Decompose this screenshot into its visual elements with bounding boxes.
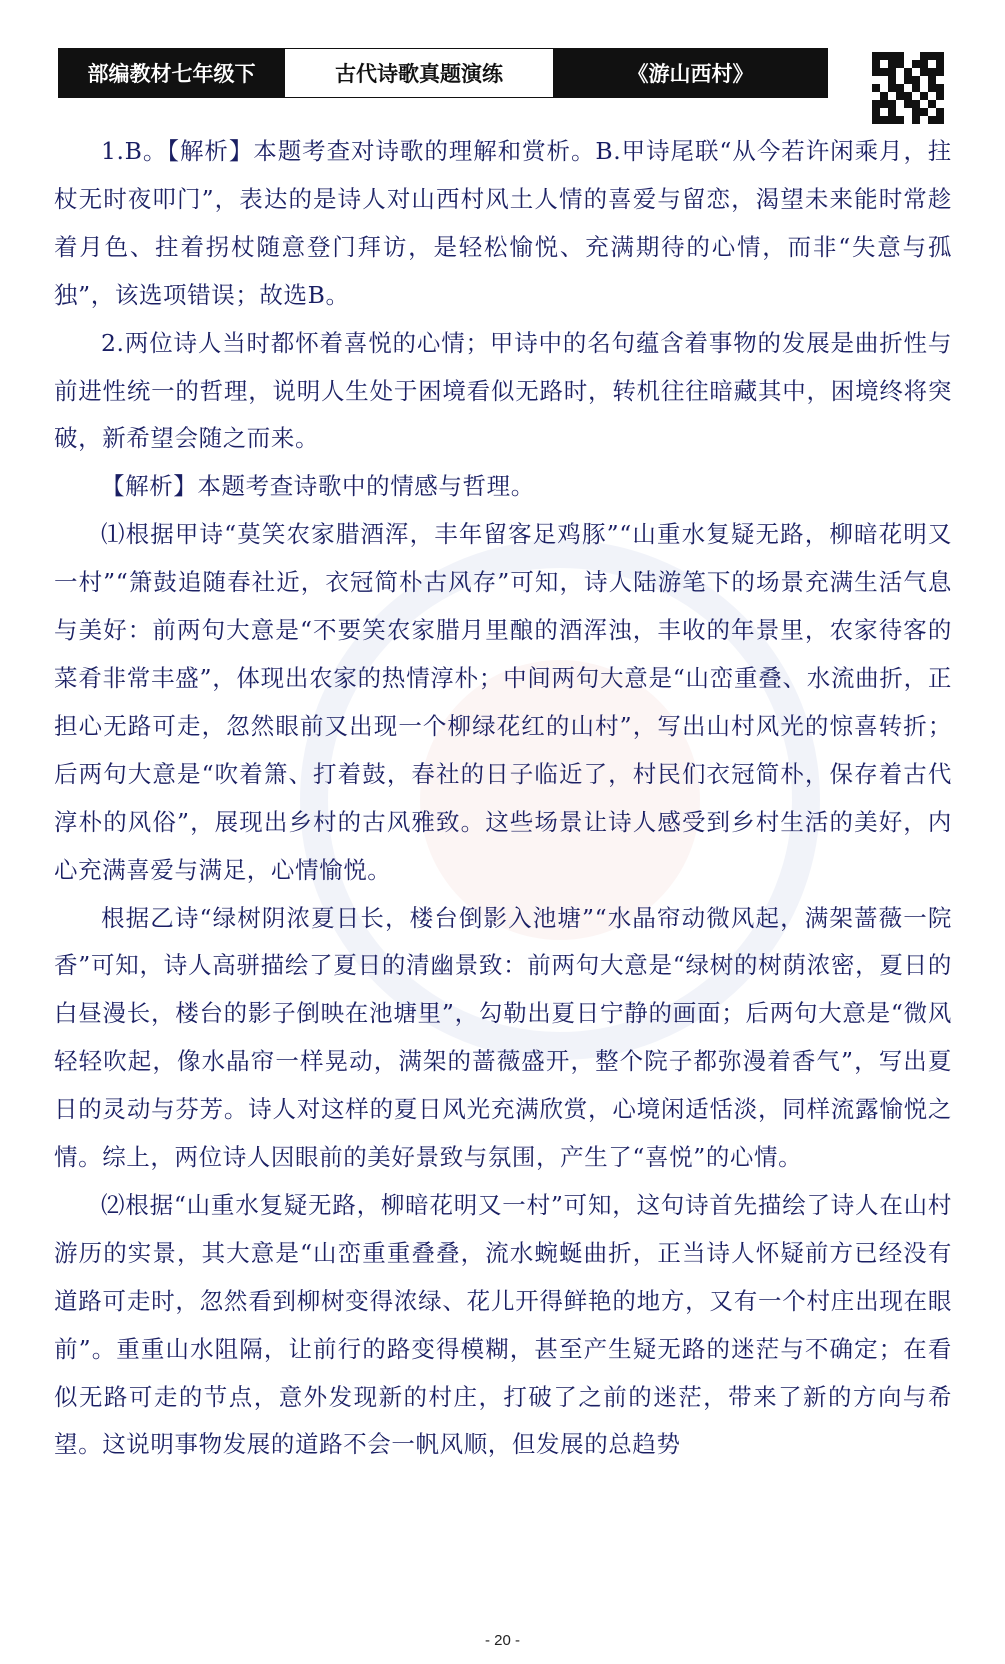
qr-code-icon: [872, 52, 944, 124]
header-poem: 《游山西村》: [554, 49, 827, 97]
header-bar: [58, 48, 828, 98]
header-section: 古代诗歌真题演练: [284, 49, 554, 97]
analysis-paragraph-2: 根据乙诗“绿树阴浓夏日长，楼台倒影入池塘”“水晶帘动微风起，满架蔷薇一院香”可知，诗人高骈描绘了夏日的清幽景致：前两句大意是“绿树的树荫浓密，夏日的白昼漫长，楼台的影子倒映在池塘里”，勾勒出夏日宁静的画面；后两句大意是“微风轻轻吹起，像水晶帘一样晃动，满架的蔷薇盛开，整个院子都弥漫着香气”，写出夏日的灵动与芬芳。诗人对这样的夏日风光充满欣赏，心境闲适恬淡，同样流露愉悦之情。综上，两位诗人因眼前的美好景致与氛围，产生了“喜悦”的心情。: [54, 903, 952, 1172]
answer-content: [54, 128, 952, 1469]
answer-paragraph-2: 2.两位诗人当时都怀着喜悦的心情；甲诗中的名句蕴含着事物的发展是曲折性与前进性统一的哲理，说明人生处于困境看似无路时，转机往往暗藏其中，困境终将突破，新希望会随之而来。: [54, 328, 952, 453]
analysis-paragraph-3: ⑵根据“山重水复疑无路，柳暗花明又一村”可知，这句诗首先描绘了诗人在山村游历的实景，其大意是“山峦重重叠叠，流水蜿蜒曲折，正当诗人怀疑前方已经没有道路可走时，忽然看到柳树变得浓绿、花儿开得鲜艳的地方，又有一个村庄出现在眼前”。重重山水阻隔，让前行的路变得模糊，甚至产生疑无路的迷茫与不确定；在看似无路可走的节点，意外发现新的村庄，打破了之前的迷茫，带来了新的方向与希望。这说明事物发展的道路不会一帆风顺，但发展的总趋势: [54, 1190, 952, 1459]
header-grade: 部编教材七年级下: [59, 49, 284, 97]
answer-paragraph-1: 1.B。【解析】本题考查对诗歌的理解和赏析。B.甲诗尾联“从今若许闲乘月，拄杖无时夜叩门”，表达的是诗人对山西村风土人情的喜爱与留恋，渴望未来能时常趁着月色、拄着拐杖随意登门拜访，是轻松愉悦、充满期待的心情，而非“失意与孤独”，该选项错误；故选B。: [54, 137, 952, 309]
analysis-heading: 【解析】本题考查诗歌中的情感与哲理。: [101, 472, 535, 501]
page-number: - 20 -: [484, 1632, 520, 1649]
analysis-paragraph-1: ⑴根据甲诗“莫笑农家腊酒浑，丰年留客足鸡豚”“山重水复疑无路，柳暗花明又一村”“箫鼓追随春社近，衣冠简朴古风存”可知，诗人陆游笔下的场景充满生活气息与美好：前两句大意是“不要笑农家腊月里酿的酒浑浊，丰收的年景里，农家待客的菜肴非常丰盛”，体现出农家的热情淳朴；中间两句大意是“山峦重叠、水流曲折，正担心无路可走，忽然眼前又出现一个柳绿花红的山村”，写出山村风光的惊喜转折；后两句大意是“吹着箫、打着鼓，春社的日子临近了，村民们衣冠简朴，保存着古代淳朴的风俗”，展现出乡村的古风雅致。这些场景让诗人感受到乡村生活的美好，内心充满喜爱与满足，心情愉悦。: [54, 520, 952, 884]
